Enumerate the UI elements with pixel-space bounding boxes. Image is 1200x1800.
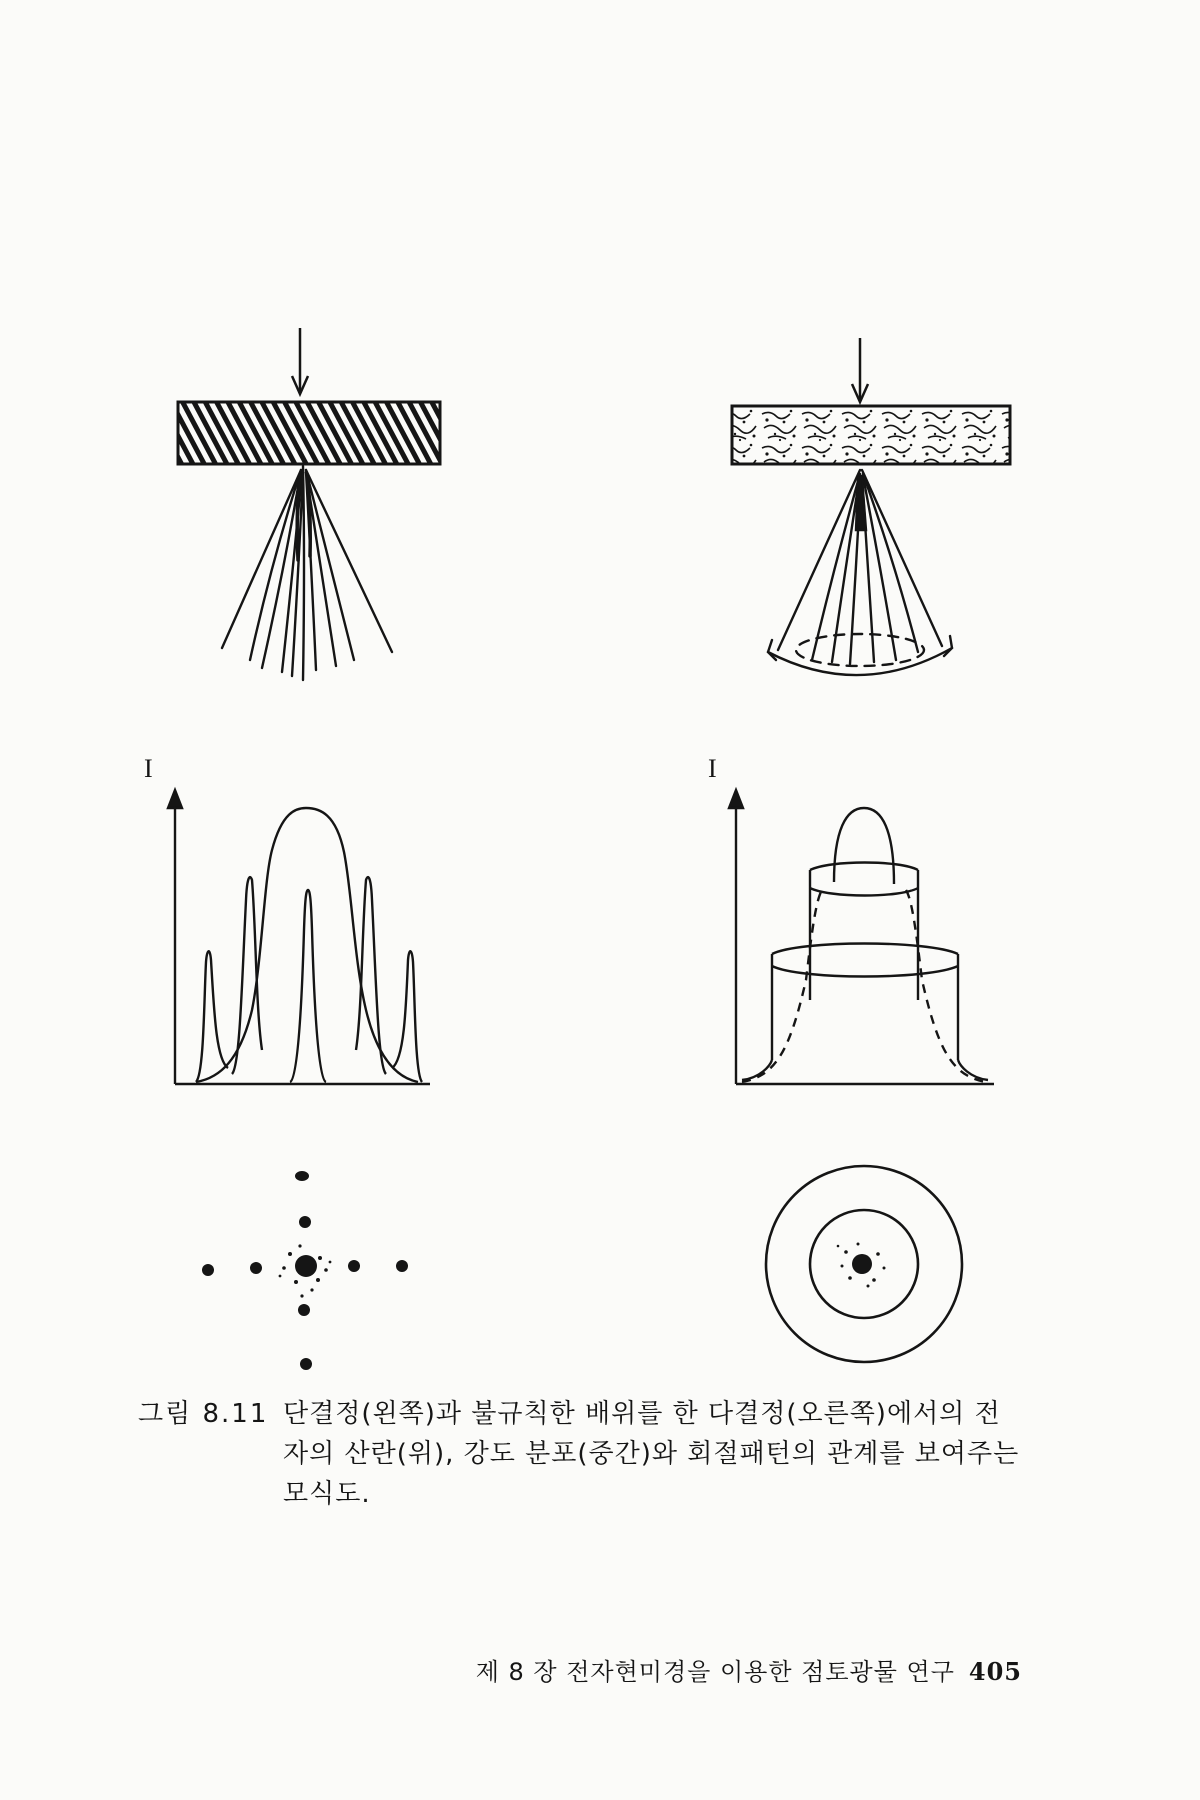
intensity-profile-left [168, 790, 430, 1084]
upper-cylinder-right [810, 863, 918, 1001]
y-axis-arrow-left [168, 790, 182, 808]
spot-pattern-left [202, 1171, 408, 1370]
caption-label: 그림 8.11 [138, 1399, 269, 1429]
diffraction-spot [250, 1262, 262, 1274]
single-crystal-scattering [178, 328, 440, 680]
single-crystal-slab [178, 402, 440, 464]
central-peak-left [290, 890, 326, 1082]
lower-cylinder-right [772, 944, 958, 1061]
caption-text: 단결정(왼쪽)과 불규칙한 배위를 한 다결정(오른쪽)에서의 전자의 산란(위), 강도 분포(중간)와 회절패턴의 관계를 보여주는 모식도. [283, 1399, 1020, 1509]
polycrystal-slab [732, 406, 1010, 464]
outer-base-right [742, 1060, 988, 1080]
page-number: 405 [968, 1657, 1022, 1686]
ring-pattern-right [766, 1166, 962, 1362]
diffraction-spot [299, 1216, 311, 1228]
diffraction-spot [202, 1264, 214, 1276]
diffraction-spot [348, 1260, 360, 1272]
running-title: 제 8 장 전자현미경을 이용한 점토광물 연구 [475, 1658, 955, 1686]
diffraction-spot [396, 1260, 408, 1272]
central-dome-right [834, 808, 894, 884]
page-footer [476, 1652, 1022, 1687]
center-spot-right [852, 1254, 872, 1274]
dashed-profile-right [742, 890, 986, 1082]
intensity-profile-right [729, 790, 994, 1084]
first-order-peaks-left [232, 877, 386, 1074]
intensity-axis-label-left: I [144, 754, 153, 783]
diffraction-spot [295, 1171, 309, 1181]
intensity-axis-label-right: I [708, 754, 717, 783]
diffraction-spot [298, 1304, 310, 1316]
scattering-cone [768, 470, 952, 675]
polycrystal-scattering [732, 338, 1010, 675]
diffraction-spot [300, 1358, 312, 1370]
y-axis-arrow-right [729, 790, 743, 808]
center-spot-left [295, 1255, 317, 1277]
envelope-curve-left [196, 808, 418, 1082]
scattered-rays-left [222, 466, 392, 680]
